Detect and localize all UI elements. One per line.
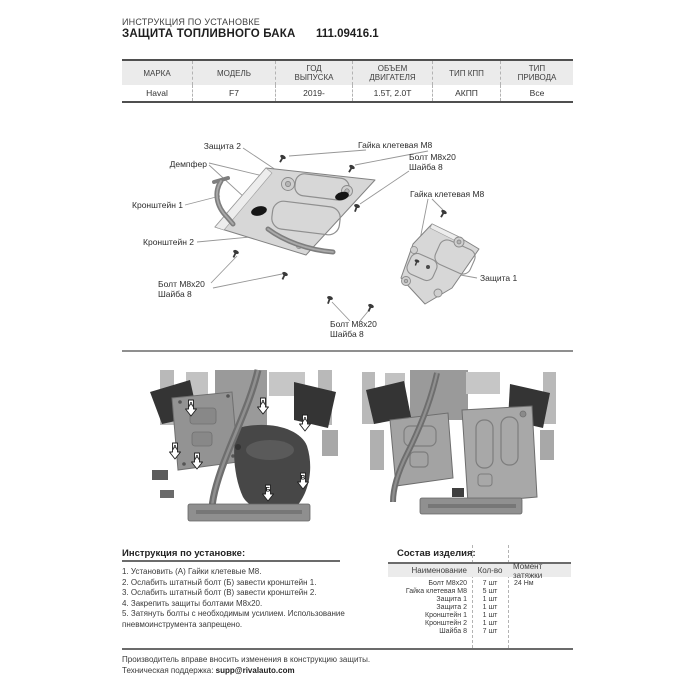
label-washer-bottom: Шайба 8	[330, 329, 364, 339]
installation-steps	[122, 567, 378, 630]
label-bolt-bottom: Болт М8х20	[330, 319, 377, 329]
exploded-parts-diagram	[110, 128, 590, 350]
label-damper: Демпфер	[169, 159, 207, 169]
table-row: Защита 1 1 шт	[436, 595, 498, 603]
svg-text:А: А	[172, 444, 178, 452]
spec-value-year: 2019-	[275, 85, 352, 101]
parts-col-header-qty: Кол-во	[477, 566, 503, 575]
label-washer-topright: Шайба 8	[409, 162, 443, 172]
part-number: 111.09416.1	[316, 28, 379, 40]
table-row: Гайка клетевая М8 5 шт	[405, 587, 498, 595]
label-bracket-1: Кронштейн 1	[132, 200, 183, 210]
install-step: 1. Установить (А) Гайки клетевые М8.	[122, 567, 262, 576]
table-row: Шайба 8 7 шт	[439, 627, 498, 635]
table-row: Кронштейн 1 1 шт	[425, 611, 498, 619]
table-row: Кронштейн 2 1 шт	[425, 619, 498, 627]
spec-col-header-marka: МАРКА	[122, 61, 192, 85]
installation-title-rule	[122, 560, 340, 562]
support-label: Техническая поддержка:	[122, 666, 214, 675]
install-step: 4. Закрепить защиты болтами М8х20.	[122, 598, 263, 608]
install-step: 3. Ослабить штатный болт (В) завести кронштейн 2.	[122, 588, 317, 597]
underbody-photos	[135, 365, 565, 543]
shield-1-plate	[401, 224, 479, 304]
svg-text:А: А	[194, 454, 200, 462]
svg-text:А: А	[302, 416, 308, 424]
spec-value-gearbox: АКПП	[432, 85, 500, 101]
install-step: 2. Ослабить штатный болт (Б) завести кронштейн 1.	[122, 577, 317, 587]
svg-text:Б: Б	[265, 486, 271, 494]
install-step: 5. Затянуть болты с необходимым усилием. Использование пневмоинструмента запрещено.	[122, 609, 345, 629]
svg-text:В: В	[300, 474, 306, 482]
spec-value-model: F7	[192, 85, 275, 101]
page-title: ЗАЩИТА ТОПЛИВНОГО БАКА	[122, 28, 296, 40]
spec-col-header-model: МОДЕЛЬ	[192, 61, 275, 85]
label-cage-nut-right: Гайка клетевая М8	[410, 189, 485, 199]
spec-col-header-drive: ТИП ПРИВОДА	[500, 61, 573, 85]
label-bolt-left: Болт М8х20	[158, 279, 205, 289]
spec-value-marka: Haval	[146, 88, 168, 98]
parts-list-title: Состав изделия:	[397, 548, 476, 559]
table-row: Болт М8х20 7 шт 24 Нм	[428, 579, 534, 587]
installation-title: Инструкция по установке:	[122, 548, 246, 559]
table-row: Защита 2 1 шт	[436, 603, 498, 611]
parts-rows	[388, 579, 571, 635]
parts-table-header	[388, 561, 571, 580]
parts-col-header-torque: Момент затяжки	[513, 561, 543, 580]
vehicle-spec-table	[122, 59, 573, 103]
photo-before-install	[150, 370, 338, 521]
support-email: supp@rivalauto.com	[215, 666, 295, 675]
label-bolt-topright: Болт М8х20	[409, 152, 456, 162]
section-divider	[122, 350, 573, 352]
label-shield-2: Защита 2	[203, 141, 241, 151]
svg-text:А: А	[188, 401, 194, 409]
label-washer-left: Шайба 8	[158, 289, 192, 299]
doc-type-label: ИНСТРУКЦИЯ ПО УСТАНОВКЕ	[122, 17, 260, 27]
label-shield-1: Защита 1	[480, 273, 518, 283]
spec-value-engine: 1.5T, 2.0T	[352, 85, 432, 101]
label-bracket-2: Кронштейн 2	[143, 237, 194, 247]
spec-col-header-engine: ОБЪЕМ ДВИГАТЕЛЯ	[352, 61, 432, 85]
parts-col-header-name: Наименование	[411, 566, 467, 575]
spec-col-header-gearbox: ТИП КПП	[432, 61, 500, 85]
label-cage-nut-top: Гайка клетевая М8	[358, 140, 433, 150]
manufacturer-note: Производитель вправе вносить изменения в конструкцию защиты.	[122, 655, 371, 664]
spec-value-drive: Все	[500, 85, 573, 101]
parts-list-table	[388, 545, 571, 648]
photo-after-install	[362, 370, 556, 514]
footer-rule	[122, 648, 573, 650]
spec-col-header-year: ГОД ВЫПУСКА	[275, 61, 352, 85]
support-line	[122, 666, 295, 675]
svg-text:А: А	[260, 399, 266, 407]
